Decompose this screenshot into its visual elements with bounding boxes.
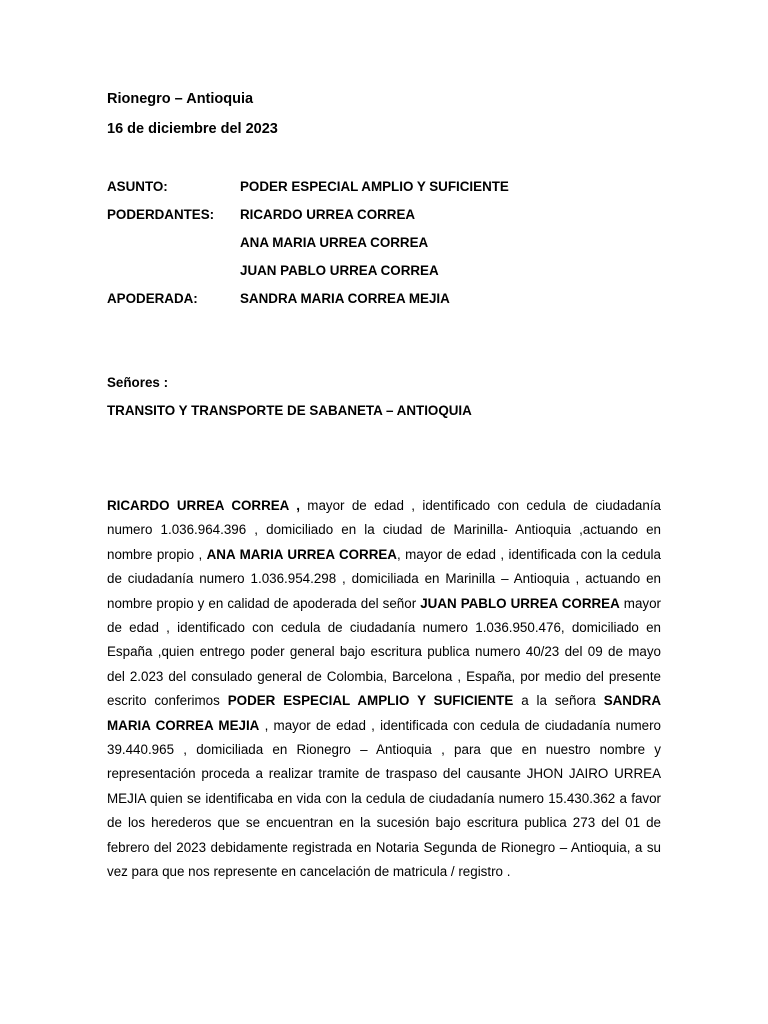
poderdante-3: JUAN PABLO URREA CORREA (240, 263, 439, 278)
poderdantes-label: PODERDANTES: (107, 207, 215, 222)
body-bold-1: RICARDO URREA CORREA , (107, 498, 300, 513)
body-text-5: , mayor de edad , identificada con cedula de ciudadanía numero 39.440.965 , domiciliada en Rionegro – Antioquia , para que en nuestro nombre y representación proceda a realizar tramite de traspaso del causante JHON JAIRO URREA MEJIA quien se identificaba en vida con la cedula de ciudadanía numero 15.430.362 a favor de los herederos que se encuentran en la sucesión bajo escritura publica 273 del 01 de febrero del 2023 debidamente registrada en Notaria Segunda de Rionegro – Antioquia, a su vez para que nos represente en cancelación de matricula / registro . (107, 717, 661, 880)
apoderada-value: SANDRA MARIA CORREA MEJIA (240, 291, 450, 306)
asunto-value: PODER ESPECIAL AMPLIO Y SUFICIENTE (240, 179, 509, 194)
apoderada-label: APODERADA: (107, 291, 198, 306)
date-line: 16 de diciembre del 2023 (107, 121, 278, 137)
body-paragraph (107, 494, 661, 885)
body-bold-5: SANDRA MARIA CORREA MEJIA (107, 693, 661, 733)
asunto-label: ASUNTO: (107, 179, 168, 194)
poderdante-1: RICARDO URREA CORREA (240, 207, 416, 222)
body-bold-4: PODER ESPECIAL AMPLIO Y SUFICIENTE (227, 693, 514, 709)
body-bold-3: JUAN PABLO URREA CORREA (420, 595, 620, 611)
body-text-2: , mayor de edad , identificada con la cedula de ciudadanía numero 1.036.954.298 , domiciliada en Marinilla – Antioquia , actuando en nombre propio y en calidad de apoderada del señor (107, 546, 661, 611)
body-text-1: mayor de edad , identificado con cedula de ciudadanía numero 1.036.964.396 , domiciliado en la ciudad de Marinilla- Antioquia ,actuando en nombre propio , (107, 498, 661, 562)
addressee-entity: TRANSITO Y TRANSPORTE DE SABANETA – ANTIOQUIA (107, 403, 472, 418)
salutation: Señores : (107, 375, 169, 390)
body-text-3: mayor de edad , identificado con cedula de ciudadanía numero 1.036.950.476, domiciliado en España ,quien entrego poder general bajo escritura publica numero 40/23 del 09 de mayo del 2.023 del consulado general de Colombia, Barcelona , España, por medio del presente escrito conferimos (107, 595, 661, 709)
poderdante-2: ANA MARIA URREA CORREA (240, 235, 429, 250)
body-bold-2: ANA MARIA URREA CORREA (206, 546, 397, 562)
place-line: Rionegro – Antioquia (107, 91, 254, 107)
body-text-4: a la señora (513, 693, 604, 709)
